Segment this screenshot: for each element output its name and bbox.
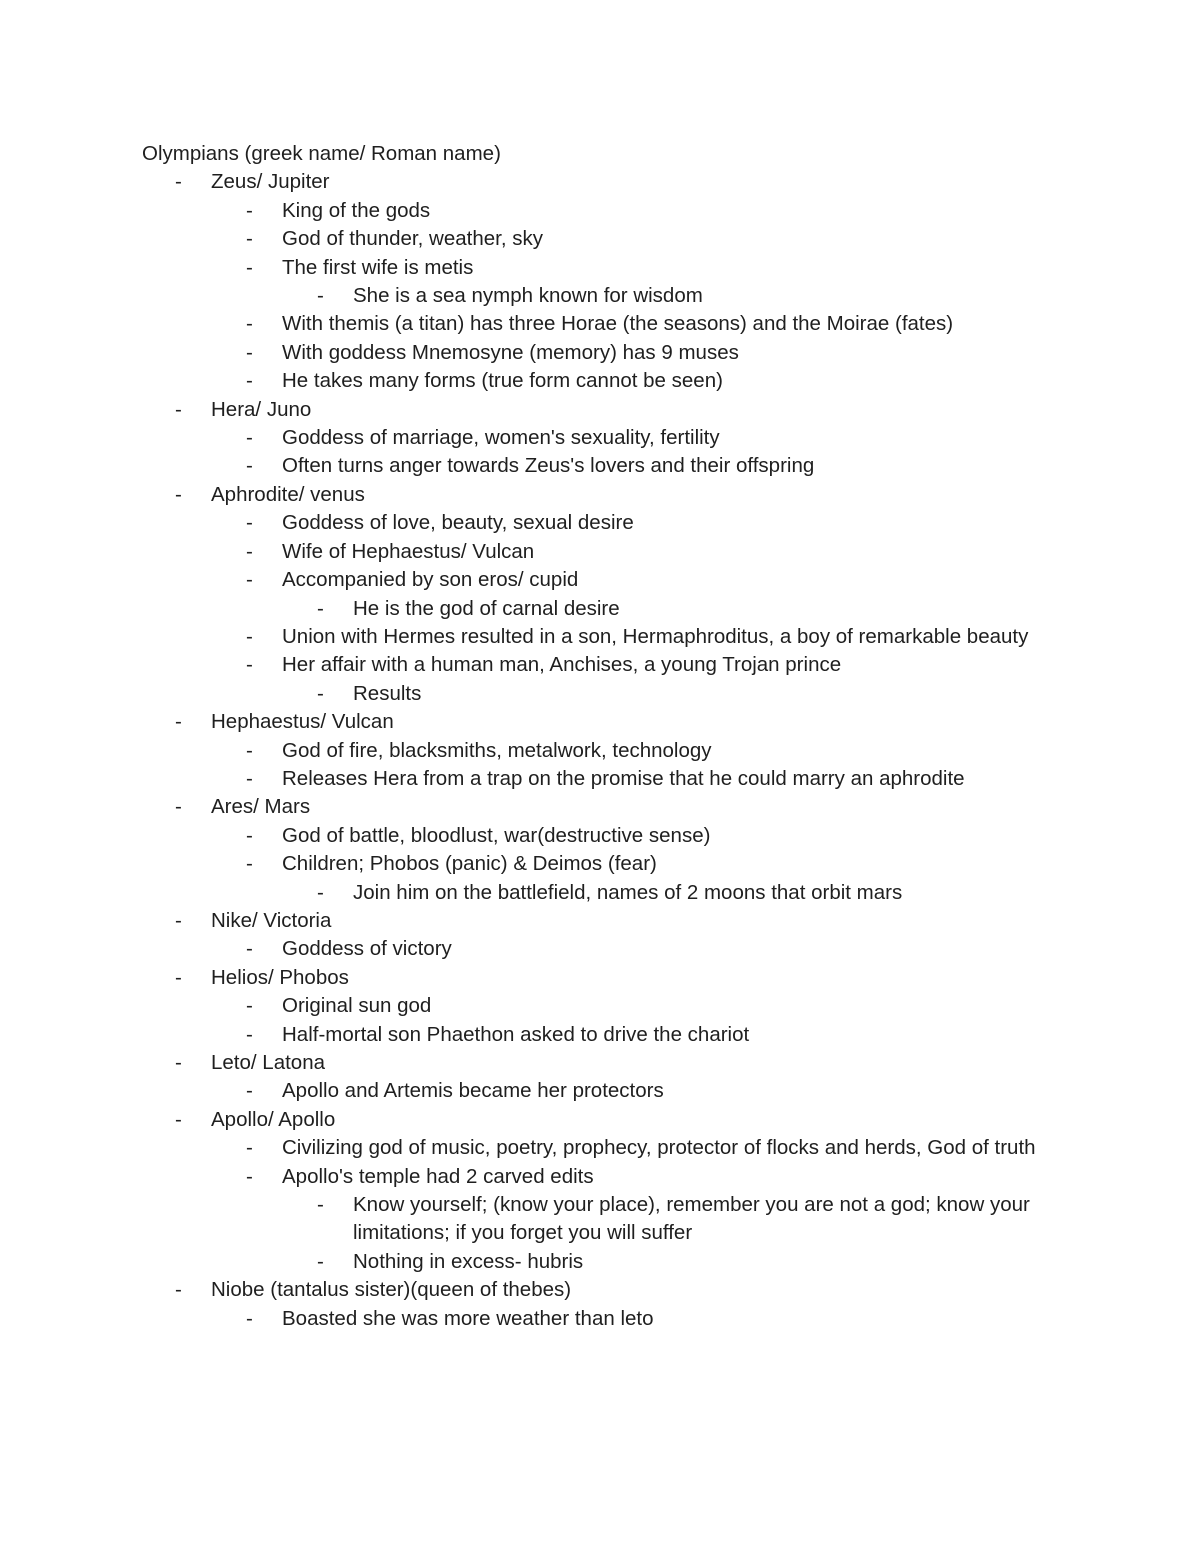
bullet-dash: - bbox=[246, 653, 253, 677]
list-item-text: Often turns anger towards Zeus's lovers and their offspring bbox=[282, 454, 815, 478]
list-item-text: Aphrodite/ venus bbox=[211, 482, 365, 506]
list-item bbox=[142, 339, 1042, 367]
list-item-text: Apollo and Artemis became her protectors bbox=[282, 1079, 664, 1103]
list-item bbox=[142, 1021, 1042, 1049]
list-item-text: Hera/ Juno bbox=[211, 397, 312, 421]
list-item-text: Releases Hera from a trap on the promise that he could marry an aphrodite bbox=[282, 766, 965, 790]
list-item bbox=[142, 1163, 1042, 1191]
bullet-dash: - bbox=[246, 198, 253, 222]
list-item bbox=[142, 765, 1042, 793]
bullet-dash: - bbox=[317, 681, 324, 705]
list-item bbox=[142, 680, 1042, 708]
list-item-text: The first wife is metis bbox=[282, 255, 474, 279]
list-item-text: With goddess Mnemosyne (memory) has 9 muses bbox=[282, 340, 739, 364]
list-item-text: Wife of Hephaestus/ Vulcan bbox=[282, 539, 535, 563]
list-item bbox=[142, 1191, 1042, 1248]
list-item-text: Nothing in excess- hubris bbox=[353, 1249, 584, 1273]
list-item-text: With themis (a titan) has three Horae (the seasons) and the Moirae (fates) bbox=[282, 312, 954, 336]
list-item-text: Goddess of victory bbox=[282, 937, 452, 961]
bullet-dash: - bbox=[317, 1249, 324, 1273]
list-item bbox=[142, 254, 1042, 282]
list-item bbox=[142, 907, 1042, 935]
bullet-dash: - bbox=[246, 823, 253, 847]
bullet-dash: - bbox=[175, 908, 182, 932]
bullet-dash: - bbox=[246, 994, 253, 1018]
bullet-dash: - bbox=[246, 852, 253, 876]
bullet-dash: - bbox=[246, 1306, 253, 1330]
list-item bbox=[142, 850, 1042, 878]
list-item-text: Original sun god bbox=[282, 994, 432, 1018]
list-item bbox=[142, 168, 1042, 196]
bullet-dash: - bbox=[246, 539, 253, 563]
bullet-dash: - bbox=[175, 795, 182, 819]
bullet-dash: - bbox=[317, 1193, 324, 1217]
list-item bbox=[142, 992, 1042, 1020]
list-item-text: Accompanied by son eros/ cupid bbox=[282, 568, 579, 592]
bullet-dash: - bbox=[246, 1136, 253, 1160]
list-item bbox=[142, 964, 1042, 992]
bullet-dash: - bbox=[246, 1164, 253, 1188]
list-item bbox=[142, 1077, 1042, 1105]
list-item bbox=[142, 935, 1042, 963]
list-item-text: Leto/ Latona bbox=[211, 1051, 325, 1074]
list-item-text: She is a sea nymph known for wisdom bbox=[353, 284, 703, 308]
list-item-text: God of battle, bloodlust, war(destructive sense) bbox=[282, 823, 711, 847]
bullet-dash: - bbox=[246, 1022, 253, 1046]
bullet-dash: - bbox=[246, 255, 253, 279]
bullet-dash: - bbox=[246, 937, 253, 961]
list-item bbox=[142, 737, 1042, 765]
list-item bbox=[142, 1248, 1042, 1276]
list-item bbox=[142, 367, 1042, 395]
list-item-text: King of the gods bbox=[282, 198, 431, 222]
list-item bbox=[142, 282, 1042, 310]
bullet-dash: - bbox=[246, 426, 253, 450]
bullet-dash: - bbox=[246, 312, 253, 336]
list-item bbox=[142, 424, 1042, 452]
bullet-dash: - bbox=[175, 710, 182, 734]
list-item-text: Goddess of marriage, women's sexuality, fertility bbox=[282, 426, 720, 450]
list-item-text: Nike/ Victoria bbox=[211, 908, 332, 932]
bullet-dash: - bbox=[246, 454, 253, 478]
list-item bbox=[142, 1305, 1042, 1333]
bullet-dash: - bbox=[317, 284, 324, 308]
list-item bbox=[142, 1049, 1042, 1077]
bullet-dash: - bbox=[175, 170, 182, 194]
list-item-text: God of thunder, weather, sky bbox=[282, 227, 543, 251]
list-item bbox=[142, 1134, 1042, 1162]
list-item bbox=[142, 197, 1042, 225]
list-item bbox=[142, 566, 1042, 594]
list-item-text: Apollo/ Apollo bbox=[211, 1107, 336, 1131]
bullet-dash: - bbox=[317, 880, 324, 904]
list-item bbox=[142, 1276, 1042, 1304]
bullet-dash: - bbox=[246, 511, 253, 535]
page-title: Olympians (greek name/ Roman name) bbox=[142, 142, 501, 165]
bullet-dash: - bbox=[246, 340, 253, 364]
list-item-text: Know yourself; (know your place), remember you are not a god; know your limitations; if you forget you will suffer bbox=[353, 1193, 1030, 1245]
list-item-text: Results bbox=[353, 681, 422, 705]
bullet-dash: - bbox=[175, 1107, 182, 1131]
outline-list bbox=[142, 168, 1042, 1333]
bullet-dash: - bbox=[175, 965, 182, 989]
list-item bbox=[142, 651, 1042, 679]
list-item-text: Union with Hermes resulted in a son, Hermaphroditus, a boy of remarkable beauty bbox=[282, 624, 1029, 648]
list-item bbox=[142, 1106, 1042, 1134]
bullet-dash: - bbox=[317, 596, 324, 620]
list-item bbox=[142, 595, 1042, 623]
list-item-text: Civilizing god of music, poetry, prophecy, protector of flocks and herds, God of truth bbox=[282, 1136, 1036, 1160]
list-item bbox=[142, 538, 1042, 566]
list-item bbox=[142, 396, 1042, 424]
list-item bbox=[142, 509, 1042, 537]
bullet-dash: - bbox=[175, 1278, 182, 1302]
list-item-text: Children; Phobos (panic) & Deimos (fear) bbox=[282, 852, 657, 876]
list-item-text: Half-mortal son Phaethon asked to drive the chariot bbox=[282, 1022, 750, 1046]
list-item-text: Apollo's temple had 2 carved edits bbox=[282, 1164, 594, 1188]
list-item bbox=[142, 310, 1042, 338]
list-item-text: God of fire, blacksmiths, metalwork, technology bbox=[282, 738, 712, 762]
list-item-text: Goddess of love, beauty, sexual desire bbox=[282, 511, 634, 535]
list-item-text: He takes many forms (true form cannot be seen) bbox=[282, 369, 723, 393]
list-item bbox=[142, 225, 1042, 253]
bullet-dash: - bbox=[246, 227, 253, 251]
bullet-dash: - bbox=[246, 766, 253, 790]
list-item-text: Her affair with a human man, Anchises, a young Trojan prince bbox=[282, 653, 842, 677]
list-item bbox=[142, 623, 1042, 651]
bullet-dash: - bbox=[175, 1051, 182, 1074]
bullet-dash: - bbox=[246, 568, 253, 592]
list-item-text: Join him on the battlefield, names of 2 moons that orbit mars bbox=[353, 880, 903, 904]
list-item bbox=[142, 481, 1042, 509]
list-item bbox=[142, 822, 1042, 850]
bullet-dash: - bbox=[246, 624, 253, 648]
list-item-text: Niobe (tantalus sister)(queen of thebes) bbox=[211, 1278, 572, 1302]
list-item-text: Zeus/ Jupiter bbox=[211, 170, 330, 194]
bullet-dash: - bbox=[246, 369, 253, 393]
list-item-text: He is the god of carnal desire bbox=[353, 596, 620, 620]
list-item bbox=[142, 879, 1042, 907]
list-item-text: Helios/ Phobos bbox=[211, 965, 349, 989]
bullet-dash: - bbox=[246, 738, 253, 762]
list-item bbox=[142, 708, 1042, 736]
bullet-dash: - bbox=[175, 397, 182, 421]
document-body bbox=[142, 140, 1042, 1333]
bullet-dash: - bbox=[175, 482, 182, 506]
list-item bbox=[142, 793, 1042, 821]
list-item-text: Hephaestus/ Vulcan bbox=[211, 710, 394, 734]
list-item bbox=[142, 452, 1042, 480]
bullet-dash: - bbox=[246, 1079, 253, 1103]
list-item-text: Ares/ Mars bbox=[211, 795, 311, 819]
list-item-text: Boasted she was more weather than leto bbox=[282, 1306, 654, 1330]
